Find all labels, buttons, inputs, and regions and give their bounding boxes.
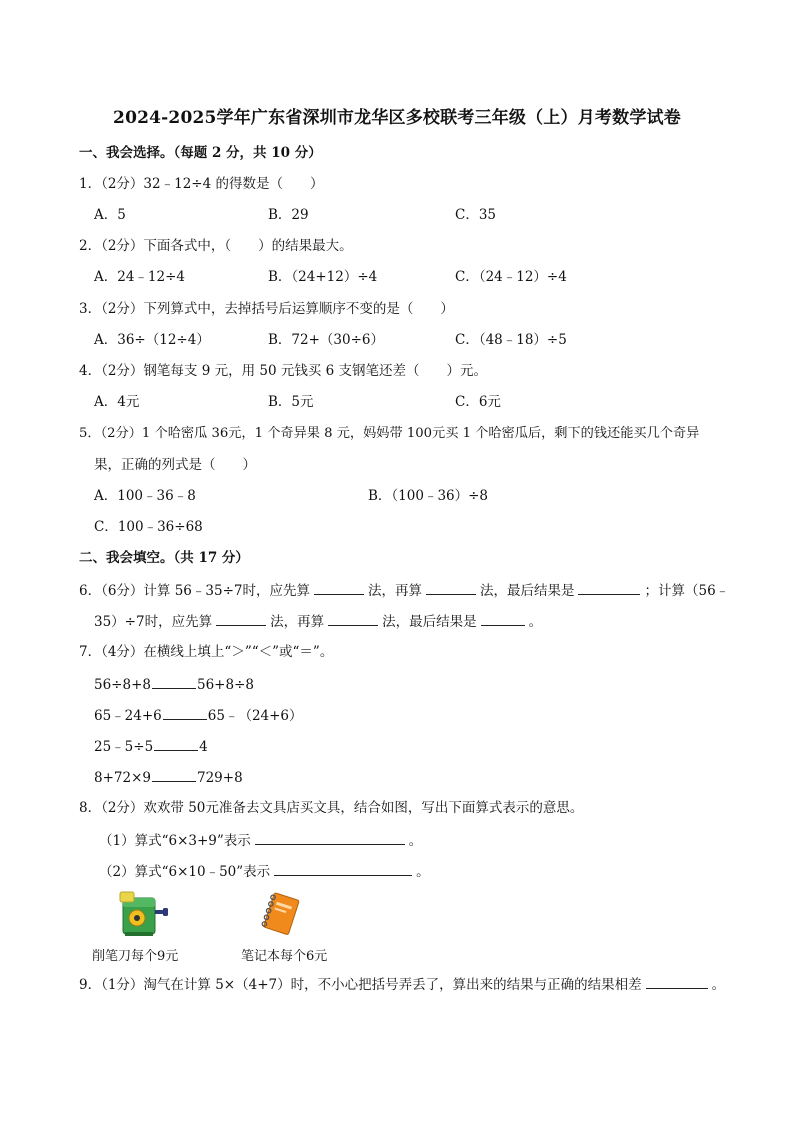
question-8-sub1 — [99, 832, 422, 849]
question-2-option-a: A．24﹣12÷4 — [94, 269, 186, 285]
question-6-text-4: ；计算（56﹣ — [644, 583, 730, 599]
question-1-option-a: A．5 — [94, 207, 126, 223]
question-6-text-5: 35）÷7时，应先算 — [94, 614, 213, 630]
question-7-stem: 7．（4分）在横线上填上“＞”“＜”或“＝”。 — [79, 644, 334, 660]
comparison-left: 8+72×9 — [94, 770, 151, 786]
section-heading-2: 二、我会填空。（共 17 分） — [79, 550, 249, 566]
question-5-option-c: C．100﹣36÷68 — [94, 519, 203, 535]
answer-blank[interactable] — [152, 676, 196, 689]
question-8-sub2 — [99, 863, 430, 880]
question-8-stem: 8．（2分）欢欢带 50元准备去文具店买文具，结合如图，写出下面算式表示的意思。 — [79, 800, 584, 816]
question-9-stem: 9．（1分）淘气在计算 5×（4+7）时，不小心把括号弄丢了，算出来的结果与正确的结果相差 — [79, 977, 642, 993]
question-4-stem: 4．（2分）钢笔每支 9 元，用 50 元钱买 6 支钢笔还差（ ）元。 — [79, 363, 488, 379]
question-6-text-3: 法，最后结果是 — [479, 583, 575, 599]
question-3-stem: 3．（2分）下列算式中，去掉括号后运算顺序不变的是（ ） — [79, 301, 454, 317]
question-6-text-6: 法，再算 — [270, 614, 325, 630]
comparison-left: 56÷8+8 — [94, 677, 151, 693]
notebook-icon — [259, 890, 305, 940]
question-4-option-a: A．4元 — [94, 394, 140, 410]
question-5-stem-line2: 果，正确的列式是（ ） — [94, 457, 256, 473]
question-9-end: 。 — [711, 977, 726, 993]
question-6-text-7: 法，最后结果是 — [382, 614, 477, 630]
comparison-left: 65﹣24+6 — [94, 708, 162, 724]
question-2-option-c: C．（24﹣12）÷4 — [455, 269, 567, 285]
question-6-text-8: 。 — [528, 614, 543, 630]
question-1-option-c: C．35 — [455, 207, 497, 223]
question-6-text-2: 法，再算 — [367, 583, 422, 599]
question-6-text-1: 6．（6分）计算 56﹣35÷7时，应先算 — [79, 583, 310, 599]
comparison-right: 65﹣（24+6） — [207, 708, 303, 724]
answer-blank[interactable] — [578, 582, 640, 595]
comparison-item — [94, 738, 208, 755]
comparison-item — [94, 769, 243, 786]
question-1-option-b: B．29 — [268, 207, 309, 223]
answer-blank[interactable] — [152, 769, 196, 782]
question-4-option-b: B．5元 — [268, 394, 314, 410]
answer-blank[interactable] — [481, 613, 525, 626]
question-5-option-b: B．（100﹣36）÷8 — [368, 488, 489, 504]
question-6-line1 — [79, 582, 729, 599]
question-9-line — [79, 976, 725, 993]
question-3-option-b: B．72+（30÷6） — [268, 332, 384, 348]
question-3-option-a: A．36÷（12÷4） — [94, 332, 210, 348]
question-8-sub1-text: （1）算式“6×3+9”表示 — [99, 833, 251, 849]
question-5-stem-line1: 5．（2分）1 个哈密瓜 36元，1 个奇异果 8 元，妈妈带 100元买 1 个哈密瓜后，剩下的钱还能买几个奇异 — [79, 426, 700, 441]
answer-blank[interactable] — [328, 613, 378, 626]
comparison-right: 729+8 — [196, 770, 243, 786]
question-2-option-b: B．（24+12）÷4 — [268, 269, 378, 285]
question-8-sub2-text: （2）算式“6×10﹣50”表示 — [99, 864, 271, 880]
answer-blank[interactable] — [216, 613, 266, 626]
answer-blank[interactable] — [426, 582, 476, 595]
answer-blank[interactable] — [274, 863, 412, 876]
answer-blank[interactable] — [163, 707, 207, 720]
sharpener-caption: 削笔刀每个9元 — [92, 949, 179, 964]
comparison-item — [94, 676, 254, 693]
question-2-stem: 2．（2分）下面各式中，（ ）的结果最大。 — [79, 238, 353, 254]
question-8-sub1-end: 。 — [408, 833, 423, 849]
section-heading-1: 一、我会选择。（每题 2 分，共 10 分） — [79, 145, 322, 161]
pencil-sharpener-icon — [117, 888, 171, 940]
question-1-stem: 1．（2分）32﹣12÷4 的得数是（ ） — [79, 176, 324, 192]
question-5-option-a: A．100﹣36﹣8 — [94, 488, 196, 504]
answer-blank[interactable] — [314, 582, 364, 595]
page-title: 2024-2025学年广东省深圳市龙华区多校联考三年级（上）月考数学试卷 — [113, 108, 681, 128]
comparison-left: 25﹣5÷5 — [94, 739, 154, 755]
answer-blank[interactable] — [646, 976, 708, 989]
answer-blank[interactable] — [154, 738, 198, 751]
comparison-right: 56+8÷8 — [196, 677, 254, 693]
question-8-sub2-end: 。 — [416, 864, 430, 880]
comparison-item — [94, 707, 303, 724]
comparison-right: 4 — [199, 739, 208, 755]
notebook-caption: 笔记本每个6元 — [241, 949, 328, 964]
question-3-option-c: C．（48﹣18）÷5 — [455, 332, 567, 348]
question-4-option-c: C．6元 — [455, 394, 501, 410]
question-6-line2 — [94, 613, 542, 630]
answer-blank[interactable] — [255, 832, 405, 845]
